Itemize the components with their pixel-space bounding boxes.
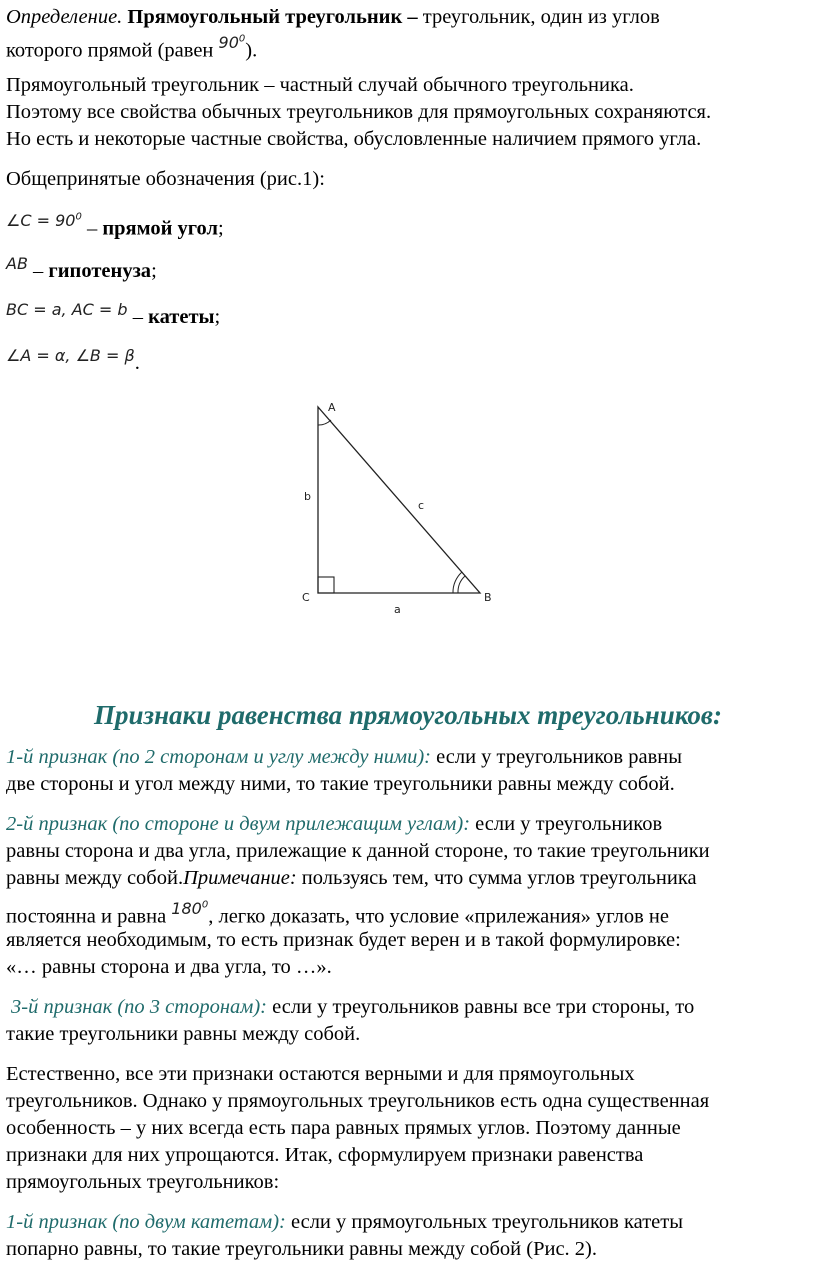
formula-angles: ∠A = α, ∠B = β <box>6 346 135 365</box>
triangle-outline <box>318 407 480 593</box>
right-criterion-1-line-1: 1-й признак (по двум катетам): если у прямоугольных треугольников катеты <box>6 1211 683 1233</box>
side-b-label: b <box>304 490 311 503</box>
definition-label: Определение. <box>6 6 123 28</box>
angle-a-arc <box>318 420 331 425</box>
notation-item-hypotenuse: $^{AB}$ – гипотенуза; <box>6 254 157 282</box>
angle-90-formula: 900 <box>218 33 246 53</box>
notation-item-right-angle: $^{\angle C = 90^0}$ – прямой угол; <box>6 211 224 240</box>
side-a-label: a <box>394 603 401 616</box>
formula-ab: AB <box>6 254 28 273</box>
criterion-1-line-2: две стороны и угол между ними, то такие треугольники равны между собой. <box>6 773 675 795</box>
side-c-label: c <box>418 499 425 512</box>
conclusion-line-3: особенность – у них всегда есть пара равных прямых углов. Поэтому данные <box>6 1117 681 1139</box>
criterion-2-line-1: 2-й признак (по стороне и двум прилежащим углам): если у треугольников <box>6 813 663 835</box>
criterion-3-line-2: такие треугольники равны между собой. <box>6 1023 361 1045</box>
angle-b-arc-1 <box>458 576 465 593</box>
note-label: Примечание: <box>183 867 297 889</box>
definition-line-1: Определение. Прямоугольный треугольник – треугольник, один из углов <box>6 6 660 28</box>
angle-b-arc-2 <box>453 572 462 593</box>
vertex-a-label: A <box>328 401 336 414</box>
criterion-3-line-1: 3-й признак (по 3 сторонам): если у треугольников равны все три стороны, то <box>11 996 695 1018</box>
conclusion-line-2: треугольников. Однако у прямоугольных треугольников есть одна существенная <box>6 1090 710 1112</box>
notation-title: Общепринятые обозначения (рис.1): <box>6 168 325 190</box>
intro-line-2: Поэтому все свойства обычных треугольников для прямоугольных сохраняются. <box>6 101 712 123</box>
right-criterion-1-line-2: попарно равны, то такие треугольники равны между собой (Рис. 2). <box>6 1238 597 1260</box>
vertex-b-label: B <box>484 591 492 604</box>
conclusion-line-1: Естественно, все эти признаки остаются верными и для прямоугольных <box>6 1063 635 1085</box>
criterion-1-line-1: 1-й признак (по 2 сторонам и углу между ними): если у треугольников равны <box>6 746 682 768</box>
conclusion-line-4: признаки для них упрощаются. Итак, сформулируем признаки равенства <box>6 1144 644 1166</box>
angle-sum-formula: 1800 <box>171 899 209 919</box>
right-triangle-figure <box>290 395 510 625</box>
definition-term: Прямоугольный треугольник <box>127 6 403 28</box>
notation-item-legs: $^{BC = a, AC = b}$ – катеты; <box>6 300 221 328</box>
vertex-c-label: C <box>302 591 310 604</box>
intro-line-1: Прямоугольный треугольник – частный случай обычного треугольника. <box>6 74 634 96</box>
formula-legs: BC = a, AC = b <box>6 300 128 319</box>
criterion-2-line-2: равны сторона и два угла, прилежащие к данной стороне, то такие треугольники <box>6 840 710 862</box>
criterion-2-line-3: равны между собой.Примечание: пользуясь тем, что сумма углов треугольника <box>6 867 697 889</box>
criterion-2-line-6: «… равны сторона и два угла, то …». <box>6 956 332 978</box>
criterion-2-line-4: постоянна и равна $^{180^0}$, легко доказать, что условие «прилежания» углов не <box>6 899 669 928</box>
criterion-2-line-5: является необходимым, то есть признак будет верен и в такой формулировке: <box>6 929 681 951</box>
right-angle-mark <box>318 577 334 593</box>
notation-item-angles: $^{\angle A = \alpha, \angle B = \beta}$. <box>6 346 140 374</box>
conclusion-line-5: прямоугольных треугольников: <box>6 1171 280 1193</box>
definition-line-2: которого прямой (равен $^{90^0}$). <box>6 33 258 62</box>
section-title: Признаки равенства прямоугольных треугольников: <box>94 700 722 730</box>
intro-line-3: Но есть и некоторые частные свойства, обусловленные наличием прямого угла. <box>6 128 702 150</box>
formula-angle-c: ∠C = 900 <box>6 211 82 231</box>
